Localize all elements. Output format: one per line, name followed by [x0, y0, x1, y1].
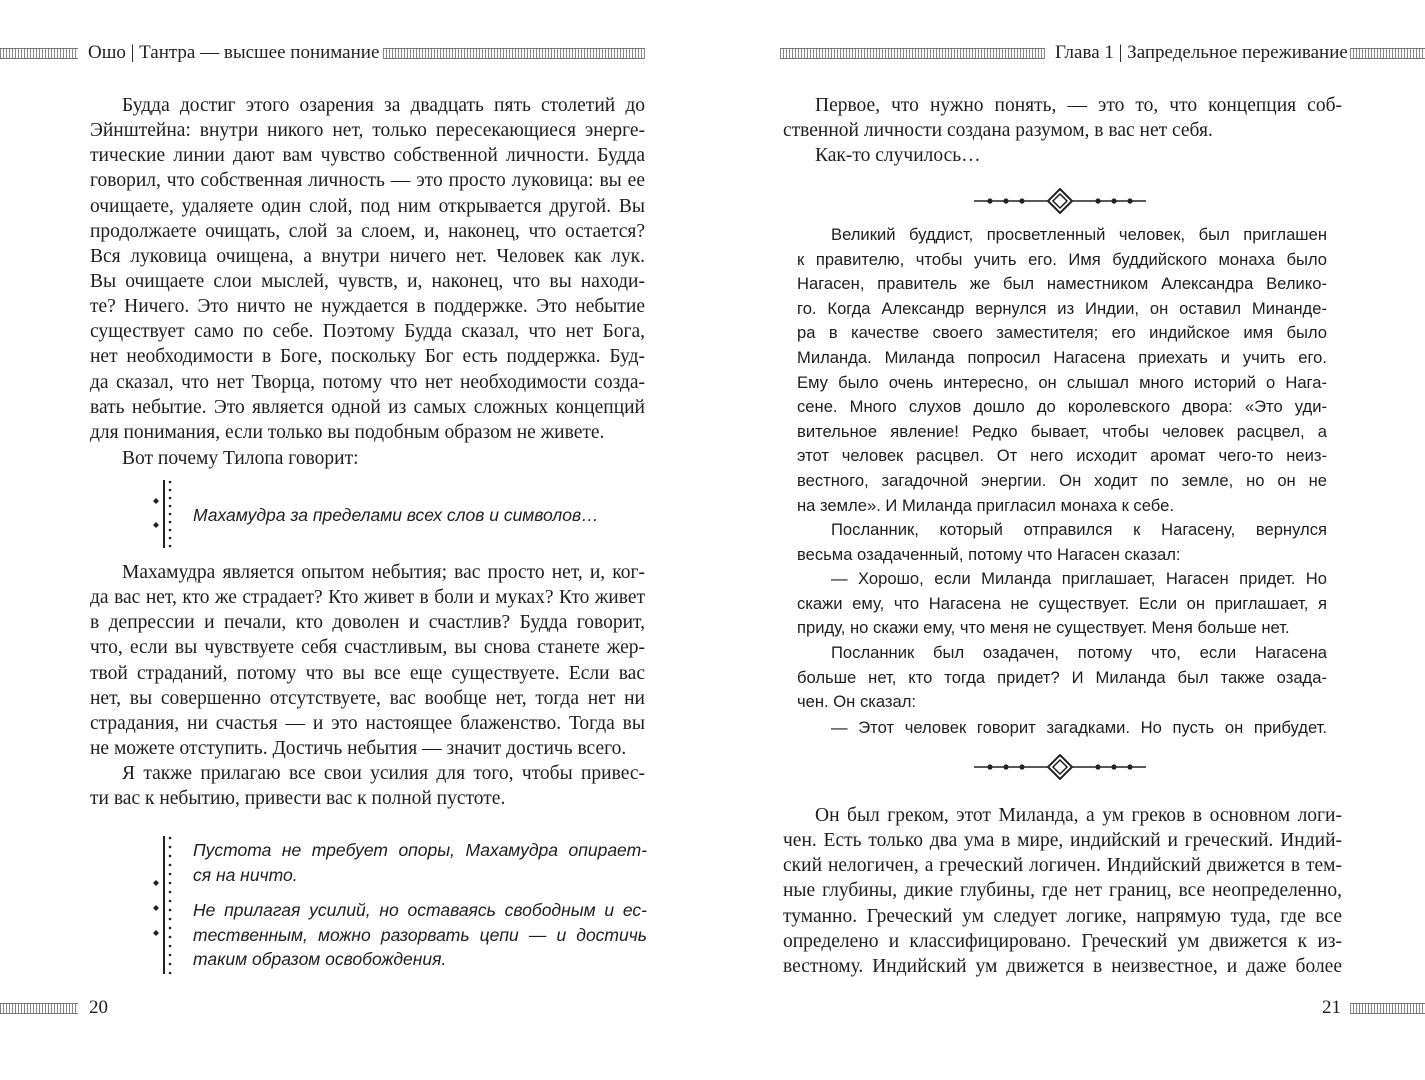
- text-line: больше нет, кто тогда придет? И Миланда был также озада-: [797, 667, 1327, 687]
- text-line: чен. Есть только два ума в мире, индийский и греческий. Индий-: [783, 830, 1342, 852]
- text-line: Как-то случилось…: [815, 145, 981, 166]
- text-line: да сказал, что нет Творца, потому что нет необходимости созда-: [90, 371, 645, 393]
- text-line: страдания, ни счастья — и это настоящее блаженство. Тогда вы: [90, 712, 645, 734]
- text-line: твой страданий, потому что вы все еще существуете. Если вас: [90, 662, 645, 684]
- text-line: те? Ничего. Это ничто не нуждается в поддержке. Это небытие: [90, 296, 645, 318]
- story-paragraph: [797, 567, 1327, 641]
- text-line: Вот почему Тилопа говорит:: [122, 448, 359, 469]
- text-line: Он был греком, этот Миланда, а ум греков в основном логи-: [815, 805, 1342, 826]
- quote: [193, 898, 647, 972]
- text-line: в депрессии и печали, кто доволен и счастлив? Будда говорит,: [90, 612, 645, 634]
- text-line: Посланник, который отправился к Нагасену, вернулся: [831, 520, 1327, 539]
- text-line: ти вас к небытию, привести вас к полной пустоте.: [90, 788, 506, 810]
- text-line: весьма озадаченный, потому что Нагасен сказал:: [797, 544, 1181, 564]
- footer-ornament: [1350, 1003, 1425, 1014]
- text-line: да вас нет, кто же страдает? Кто живет в боли и муках? Кто живет: [90, 587, 645, 609]
- text-line: тественным, можно разорвать цепи — и достичь: [193, 924, 647, 945]
- text-line: ные глубины, дикие глубины, где нет границ, все неопределенно,: [783, 880, 1342, 902]
- text-line: Ему было очень интересно, он слышал много историй о Нага-: [797, 372, 1327, 392]
- text-line: го. Когда Александр вернулся из Индии, он оставил Минанде-: [797, 298, 1327, 318]
- paragraph: [90, 93, 645, 445]
- text-line: сене. Много слухов дошло до королевского двора: «Это уди-: [797, 397, 1327, 417]
- text-line: Великий буддист, просветленный человек, был приглашен: [831, 225, 1327, 244]
- text-line: скажи ему, что Нагасена не существует. Если он приглашает, я: [797, 593, 1327, 613]
- text-line: Вы очищаете слои мыслей, чувств, и, наконец, что вы находи-: [90, 270, 645, 292]
- paragraph: [90, 761, 645, 811]
- text-line: Махамудра является опытом небытия; вас просто нет, и, ког-: [122, 562, 645, 583]
- header-ornament: [0, 48, 78, 59]
- text-line: приду, но скажи ему, что меня не существует. Меня больше нет.: [797, 618, 1290, 638]
- page-number-left: 20: [89, 997, 108, 1018]
- footer-ornament: [0, 1003, 78, 1014]
- text-line: ский нелогичен, а греческий логичен. Индийский движется в тем-: [783, 855, 1342, 877]
- text-line: Нагасен, правитель же был наместником Александра Велико-: [797, 274, 1327, 294]
- text-line: продолжаете очищать, слой за слоем, и, наконец, что остается?: [90, 220, 645, 242]
- text-line: Махамудра за пределами всех слов и символов…: [193, 505, 599, 525]
- section-divider-icon: [970, 188, 1150, 214]
- paragraph: [90, 446, 645, 471]
- text-line: чен. Он сказал:: [797, 692, 917, 712]
- quote-bar-icon: [150, 834, 180, 976]
- text-line: очищаете, удаляете один слой, под ним открывается другой. Вы: [90, 195, 645, 217]
- text-line: к правителю, чтобы учить его. Имя буддийского монаха было: [797, 249, 1327, 269]
- running-head-left: Ошо | Тантра — высшее понимание: [88, 42, 380, 63]
- header-ornament: [383, 48, 645, 59]
- text-line: нет, вы совершенно отсутствуете, вас вообще нет, тогда нет ни: [90, 687, 645, 709]
- text-line: Я также прилагаю все свои усилия для того, чтобы привес-: [122, 763, 645, 784]
- text-line: Будда достиг этого озарения за двадцать пять столетий до: [122, 95, 645, 116]
- paragraph: [783, 93, 1342, 143]
- header-ornament: [1350, 48, 1425, 59]
- paragraph: [90, 560, 645, 761]
- text-line: таким образом освобождения.: [193, 949, 447, 970]
- text-line: вестному. Индийский ум движется в неизвестное, и даже более: [783, 955, 1342, 977]
- paragraph: [783, 803, 1342, 979]
- quote: [193, 503, 633, 528]
- running-head-right: Глава 1 | Запредельное переживание: [1055, 42, 1348, 63]
- text-line: на земле». И Миланда пригласил монаха к себе.: [797, 495, 1174, 515]
- section-divider-icon: [970, 754, 1150, 780]
- text-line: Вся луковица очищена, а внутри ничего нет. Человек как лук.: [90, 245, 645, 267]
- header-ornament: [780, 48, 1045, 59]
- text-line: существует само по себе. Поэтому Будда сказал, что нет Бога,: [90, 321, 645, 343]
- text-line: Пустота не требует опоры, Махамудра опирает-: [193, 840, 647, 860]
- text-line: Первое, что нужно понять, — это то, что концепция соб-: [815, 95, 1342, 116]
- text-line: ственной личности создана разумом, в вас нет себя.: [783, 120, 1213, 142]
- text-line: не можете отступить. Достичь небытия — значит достичь всего.: [90, 737, 627, 759]
- text-line: тические линии дают вам чувство собственной личности. Будда: [90, 145, 645, 167]
- quote-bar-icon: [150, 478, 180, 550]
- text-line: Эйнштейна: внутри никого нет, только пересекающиеся энерге-: [90, 120, 645, 142]
- text-line: нет необходимости в Боге, поскольку Бог есть поддержка. Буд-: [90, 346, 645, 368]
- text-line: туманно. Греческий ум следует логике, напрямую туда, где все: [783, 905, 1342, 927]
- page-number-right: 21: [1322, 997, 1341, 1018]
- text-line: что, если вы чувствуете себя счастливым, вы снова станете жер-: [90, 637, 645, 659]
- story-paragraph: [797, 223, 1327, 518]
- story-paragraph: [797, 641, 1327, 715]
- story-paragraph: [797, 716, 1327, 741]
- text-line: Миланда. Миланда попросил Нагасена приехать и учить его.: [797, 347, 1327, 367]
- text-line: ся на ничто.: [193, 864, 298, 885]
- text-line: — Этот человек говорит загадками. Но пусть он прибудет.: [831, 718, 1327, 737]
- text-line: определено и классифицировано. Греческий ум движется к из-: [783, 930, 1342, 952]
- text-line: этот человек расцвел. От него исходит аромат чего-то неиз-: [797, 446, 1327, 466]
- text-line: для понимания, если только вы подобным образом не живете.: [90, 421, 605, 443]
- paragraph: [783, 143, 1342, 168]
- text-line: говорил, что собственная личность — это просто луковица: вы ее: [90, 170, 645, 192]
- text-line: Не прилагая усилий, но оставаясь свободным и ес-: [193, 900, 647, 920]
- text-line: — Хорошо, если Миланда приглашает, Нагасен придет. Но: [831, 569, 1327, 588]
- story-paragraph: [797, 518, 1327, 567]
- quote: [193, 838, 647, 887]
- text-line: вестного, загадочной энергии. Он ходит по земле, но он не: [797, 470, 1327, 490]
- text-line: ра в качестве своего заместителя; его индийское имя было: [797, 323, 1327, 343]
- text-line: вать небытие. Это является одной из самых сложных концепций: [90, 396, 645, 418]
- text-line: вительное явление! Редко бывает, чтобы человек расцвел, а: [797, 421, 1327, 441]
- text-line: Посланник был озадачен, потому что, если Нагасена: [831, 643, 1327, 662]
